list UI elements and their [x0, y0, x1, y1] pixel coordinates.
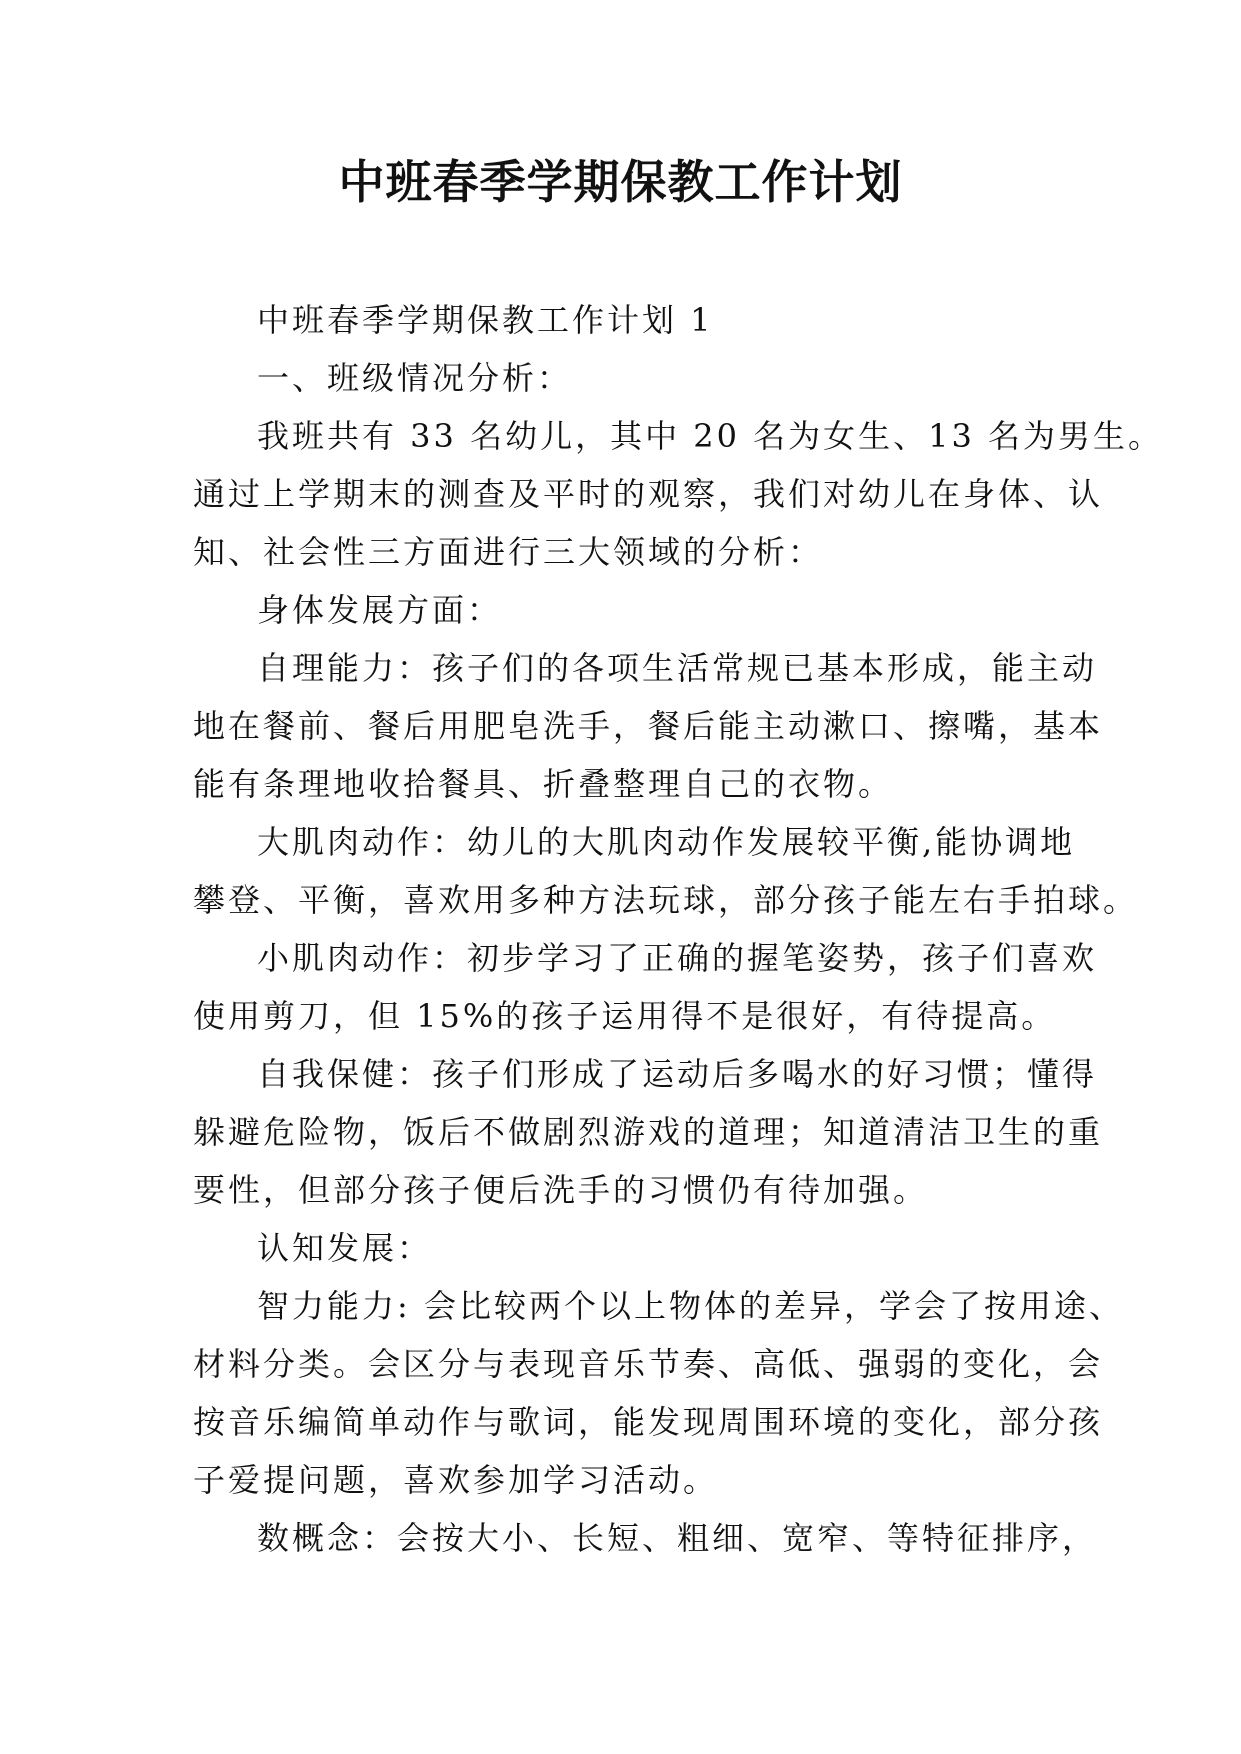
text-line: 大肌肉动作：幼儿的大肌肉动作发展较平衡,能协调地: [257, 823, 1076, 861]
text-line: 一、班级情况分析：: [257, 359, 573, 397]
text-line: 通过上学期末的测查及平时的观察，我们对幼儿在身体、认: [193, 475, 1104, 513]
text-line: 能有条理地收拾餐具、折叠整理自己的衣物。: [193, 765, 894, 803]
document-body: [193, 291, 1164, 1567]
text-line: 身体发展方面：: [257, 591, 503, 629]
text-line: 材料分类。会区分与表现音乐节奏、高低、强弱的变化，会: [193, 1345, 1104, 1383]
text-line: 子爱提问题，喜欢参加学习活动。: [193, 1461, 719, 1499]
text-line: 要性，但部分孩子便后洗手的习惯仍有待加强。: [193, 1171, 929, 1209]
text-line: 地在餐前、餐后用肥皂洗手，餐后能主动漱口、擦嘴，基本: [193, 707, 1104, 745]
text-line: 攀登、平衡，喜欢用多种方法玩球，部分孩子能左右手拍球。: [193, 881, 1139, 919]
text-line: 使用剪刀，但 15%的孩子运用得不是很好，有待提高。: [193, 997, 1057, 1035]
text-line: 躲避危险物，饭后不做剧烈游戏的道理；知道清洁卫生的重: [193, 1113, 1104, 1151]
text-line: 知、社会性三方面进行三大领域的分析：: [193, 533, 824, 571]
text-line: 自我保健：孩子们形成了运动后多喝水的好习惯；懂得: [257, 1055, 1098, 1093]
text-line: 数概念：会按大小、长短、粗细、宽窄、等特征排序，: [257, 1519, 1098, 1557]
text-line: 我班共有 33 名幼儿，其中 20 名为女生、13 名为男生。: [257, 417, 1164, 455]
document-title: 中班春季学期保教工作计划: [338, 155, 903, 209]
text-line: 智力能力: 会比较两个以上物体的差异，学会了按用途、: [257, 1287, 1124, 1325]
text-line: 认知发展：: [257, 1229, 433, 1267]
text-line: 自理能力：孩子们的各项生活常规已基本形成，能主动: [257, 649, 1098, 687]
text-line: 按音乐编简单动作与歌词，能发现周围环境的变化，部分孩: [193, 1403, 1104, 1441]
text-line: 中班春季学期保教工作计划 1: [257, 301, 714, 339]
text-line: 小肌肉动作：初步学习了正确的握笔姿势，孩子们喜欢: [257, 939, 1098, 977]
